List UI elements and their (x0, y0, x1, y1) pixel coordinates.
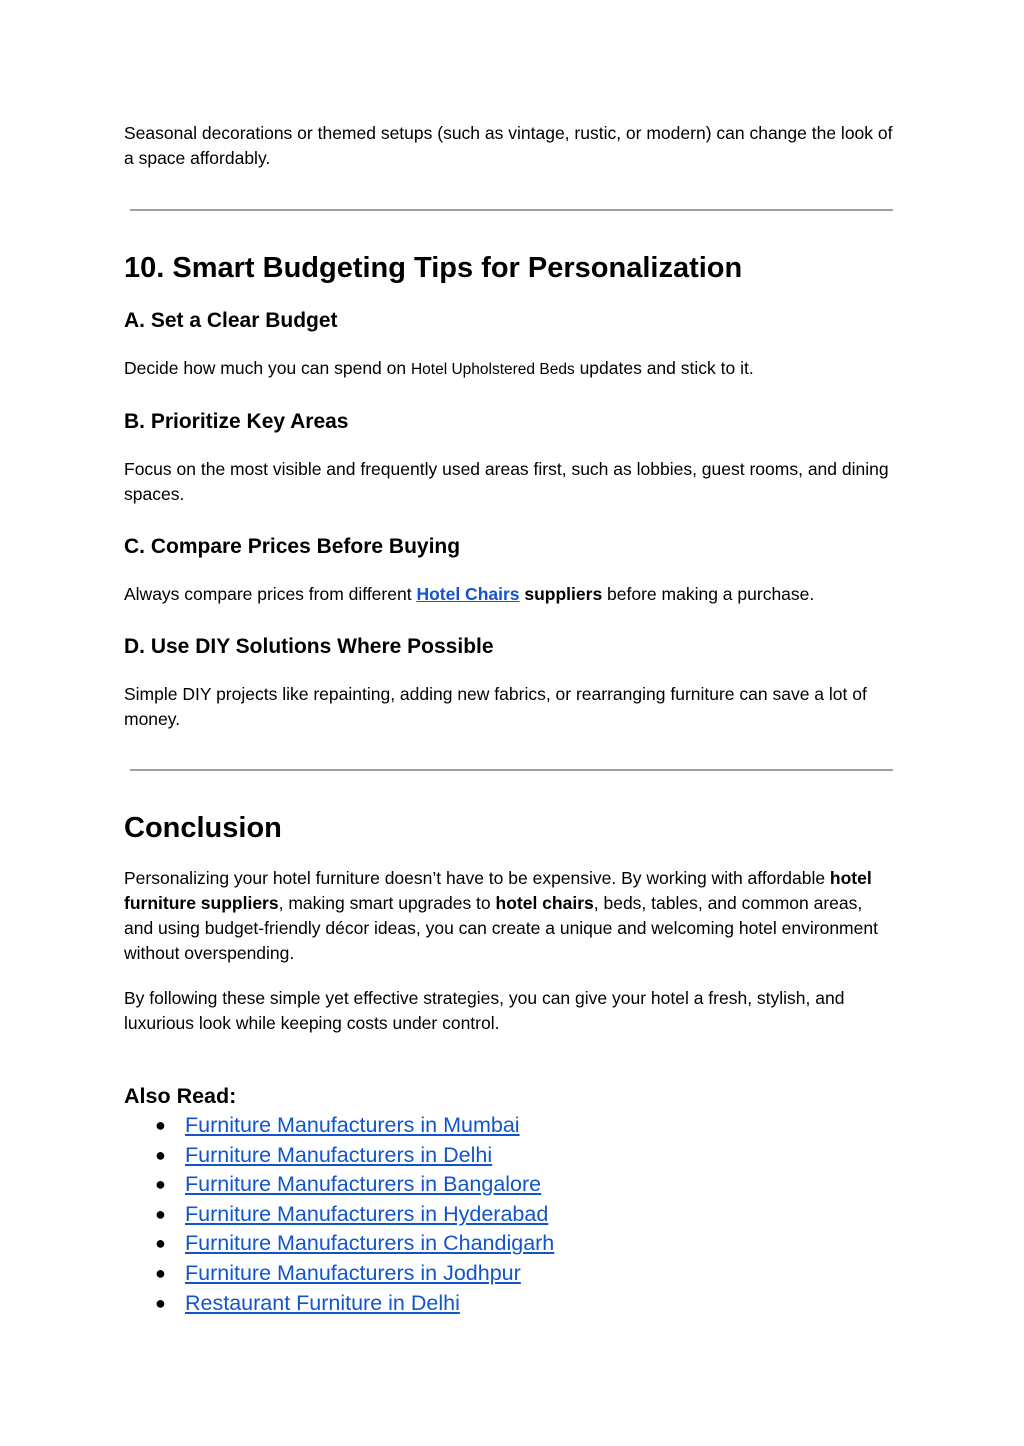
link-restaurant-delhi[interactable]: Restaurant Furniture in Delhi (185, 1290, 460, 1315)
list-item (124, 1259, 896, 1289)
bullet-icon: ● (155, 1233, 166, 1254)
list-item (124, 1111, 896, 1141)
link-delhi[interactable]: Furniture Manufacturers in Delhi (185, 1142, 493, 1167)
list-item (124, 1141, 896, 1171)
link-mumbai[interactable]: Furniture Manufacturers in Mumbai (185, 1113, 520, 1137)
also-read-list (124, 1111, 896, 1318)
list-item (124, 1229, 896, 1259)
paragraph-set-budget: Decide how much you can spend on Hotel Upholstered Beds updates and stick to it. (124, 358, 754, 378)
link-hyderabad[interactable]: Furniture Manufacturers in Hyderabad (185, 1201, 549, 1226)
conclusion-title: Conclusion (124, 812, 282, 844)
subheading-prioritize: B. Prioritize Key Areas (124, 410, 349, 433)
conclusion-paragraph-2: By following these simple yet effective strategies, you can give your hotel a fresh, stylish, and luxurious look while keeping costs under control. (124, 988, 845, 1033)
paragraph-compare-prices: Always compare prices from different Hotel Chairs suppliers before making a purchase. (124, 584, 815, 604)
list-item (124, 1170, 896, 1200)
subheading-compare-prices: C. Compare Prices Before Buying (124, 535, 461, 558)
bullet-icon: ● (155, 1144, 166, 1165)
also-read-title: Also Read: (124, 1084, 237, 1108)
bullet-icon: ● (155, 1174, 166, 1195)
bullet-icon: ● (155, 1262, 166, 1283)
horizontal-rule (130, 209, 893, 211)
paragraph-prioritize: Focus on the most visible and frequently used areas first, such as lobbies, guest rooms, and dining spaces. (124, 459, 889, 504)
bullet-icon: ● (155, 1115, 166, 1135)
link-bangalore[interactable]: Furniture Manufacturers in Bangalore (185, 1172, 542, 1197)
hotel-chairs-link[interactable]: Hotel Chairs (416, 584, 520, 604)
section-10-title: 10. Smart Budgeting Tips for Personalization (124, 252, 743, 284)
subheading-set-budget: A. Set a Clear Budget (124, 309, 338, 332)
paragraph-diy: Simple DIY projects like repainting, adding new fabrics, or rearranging furniture can save a lot of money. (124, 684, 867, 729)
bullet-icon: ● (155, 1292, 166, 1313)
document-content (124, 121, 896, 1318)
subheading-diy: D. Use DIY Solutions Where Possible (124, 635, 494, 658)
list-item (124, 1200, 896, 1230)
list-item (124, 1289, 896, 1319)
horizontal-rule (130, 769, 893, 771)
bullet-icon: ● (155, 1203, 166, 1224)
intro-paragraph: Seasonal decorations or themed setups (such as vintage, rustic, or modern) can change the look of a space affordably. (124, 123, 893, 168)
conclusion-paragraph-1: Personalizing your hotel furniture doesn’t have to be expensive. By working with affordable hotel furniture suppliers, making smart upgrades to hotel chairs, beds, tables, and common areas, and using budget-friendly décor ideas, you can create a unique and welcoming hotel environment without overspending. (124, 868, 878, 963)
link-chandigarh[interactable]: Furniture Manufacturers in Chandigarh (185, 1231, 555, 1256)
link-jodhpur[interactable]: Furniture Manufacturers in Jodhpur (185, 1260, 521, 1285)
